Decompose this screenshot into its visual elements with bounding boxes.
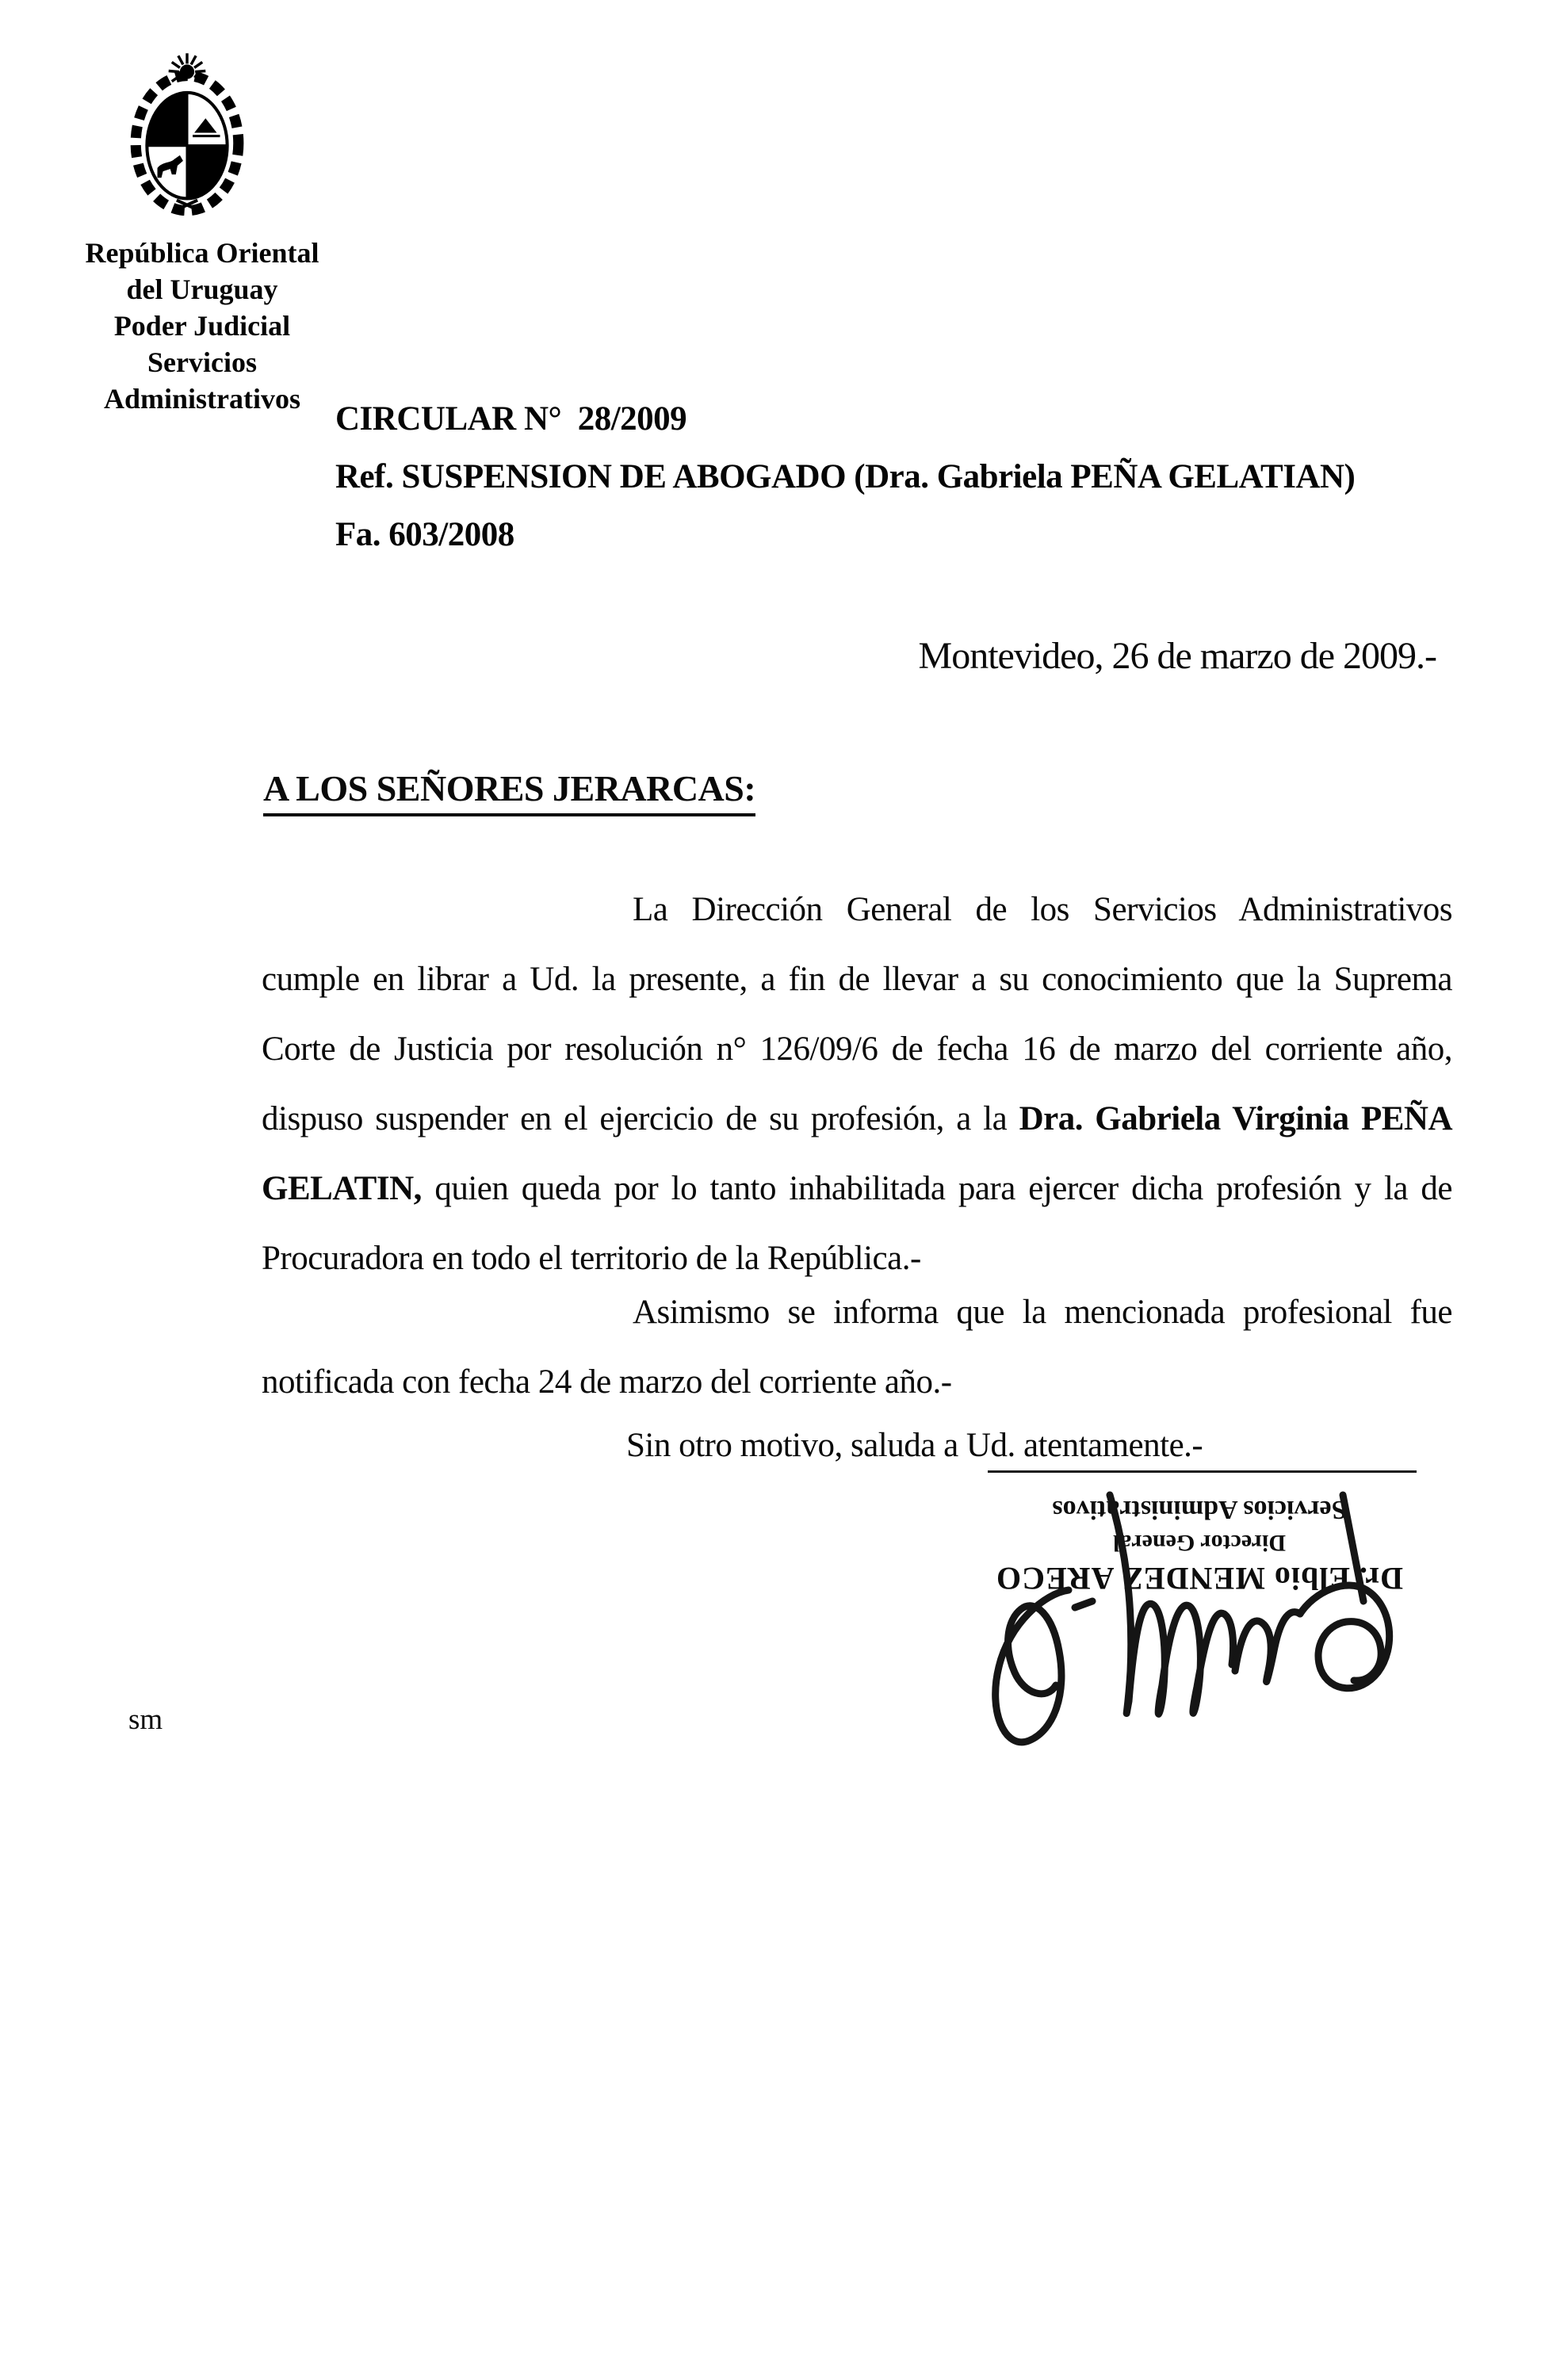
circular-heading: [335, 390, 1382, 564]
circular-number: CIRCULAR N° 28/2009: [335, 400, 687, 438]
stamp-office: Servicios Administrativos: [1052, 1495, 1347, 1524]
stamp-title: Director General: [1113, 1530, 1286, 1556]
letterhead-line: del Uruguay: [126, 273, 278, 305]
letterhead-line: Administrativos: [103, 383, 300, 415]
letterhead: [44, 235, 361, 417]
letterhead-line: República Oriental: [85, 237, 319, 269]
paragraph-1-text-cont: quien queda por lo tanto inhabilitada para ejercer dicha profesión y la de Procuradora en todo el territorio de la República.-: [262, 1170, 1452, 1277]
salutation-wrap: [263, 767, 755, 816]
shield: [147, 93, 227, 199]
signature-rule: [988, 1470, 1417, 1473]
paragraph-2: Asimismo se informa que la mencionada profesional fue notificada con fecha 24 de marzo del corriente año.-: [262, 1294, 1452, 1401]
paragraph-1-text: La Dirección General de los Servicios Administrativos cumple en librar a Ud. la presente, a fin de llevar a su conocimiento que la Suprema Corte de Justicia por resolución n° 126/09/6 de fecha 16 de marzo del corriente año, dispuso suspender en el ejercicio de su profesión, a la: [262, 891, 1452, 1137]
dateline: Montevideo, 26 de marzo de 2009.-: [918, 635, 1436, 677]
coat-of-arms-icon: [124, 51, 250, 216]
letterhead-line: Poder Judicial: [113, 310, 291, 342]
handwritten-signature-icon: [973, 1489, 1421, 1768]
stamp-name: Dr. Elbio MENDEZ ARECO: [996, 1561, 1403, 1596]
salutation: A LOS SEÑORES JERARCAS:: [263, 767, 755, 816]
closing-line: Sin otro motivo, saluda a Ud. atentamente.-: [626, 1427, 1203, 1464]
letterhead-line: Servicios: [147, 346, 257, 378]
reference-line: Ref. SUSPENSION DE ABOGADO (Dra. Gabriela PEÑA GELATIAN): [335, 458, 1356, 495]
paragraph-1: [262, 875, 1452, 1294]
typist-initials: sm: [128, 1703, 163, 1736]
file-number: Fa. 603/2008: [335, 516, 514, 553]
suspended-professional-name: Dra. Gabriela Virginia PEÑA GELATIN,: [262, 1100, 1452, 1207]
